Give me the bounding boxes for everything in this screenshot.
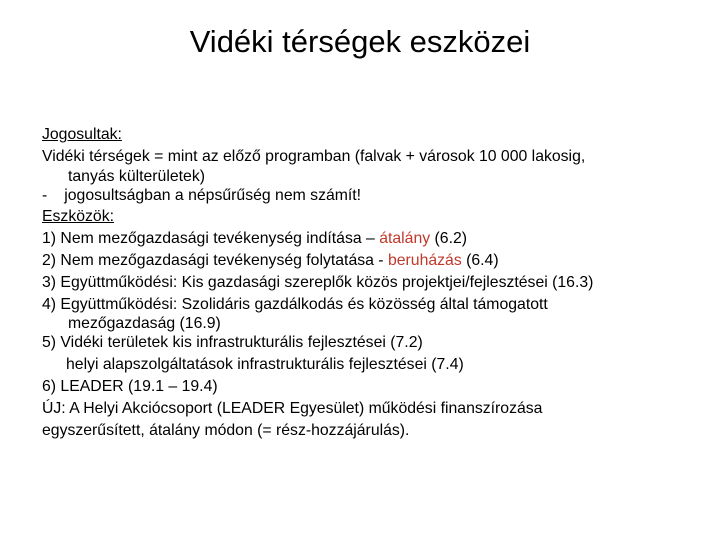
list-item-4-continuation: mezőgazdaság (16.9) <box>68 315 221 333</box>
eligible-line-2 <box>42 185 702 207</box>
new-note-line-2: egyszerűsített, átalány módon (= rész-hozzájárulás). <box>42 421 410 439</box>
new-note-line-1: ÚJ: A Helyi Akciócsoport (LEADER Egyesület) működési finanszírozása <box>42 399 543 417</box>
list-item-6: 6) LEADER (19.1 – 19.4) <box>42 377 218 395</box>
eligible-line-1: Vidéki térségek = mint az előző programban (falvak + városok 10 000 lakosig, <box>42 147 586 165</box>
list-item-2 <box>42 250 702 272</box>
slide-body <box>42 124 702 441</box>
list-item-2-code: (6.4) <box>461 251 499 269</box>
eligible-line-1-continuation: tanyás külterületek) <box>68 167 205 185</box>
list-item-1-code: (6.2) <box>430 230 468 248</box>
list-item-2-highlight: beruházás <box>387 251 462 269</box>
list-item-4: 4) Együttműködési: Szolidáris gazdálkodás és közösség által támogatott <box>42 295 548 313</box>
list-item-5-sub: helyi alapszolgáltatások infrastrukturális fejlesztései (7.4) <box>66 356 464 374</box>
list-item-1 <box>42 228 702 250</box>
list-item-5: 5) Vidéki területek kis infrastrukturális fejlesztései (7.2) <box>42 334 423 352</box>
list-item-2-text: 2) Nem mezőgazdasági tevékenység folytatása - <box>42 251 388 269</box>
dash-bullet: - <box>42 186 48 204</box>
list-item-1-text: 1) Nem mezőgazdasági tevékenység indítása – <box>42 230 380 248</box>
eligible-line-2-text: jogosultságban a népsűrűség nem számít! <box>64 186 362 204</box>
list-item-3: 3) Együttműködési: Kis gazdasági szereplők közös projektjei/fejlesztései (16.3) <box>42 273 594 291</box>
tools-heading: Eszközök: <box>42 208 114 226</box>
eligible-heading: Jogosultak: <box>42 126 122 143</box>
list-item-1-highlight: átalány <box>379 230 431 248</box>
slide-title: Vidéki térségek eszközei <box>189 24 531 59</box>
